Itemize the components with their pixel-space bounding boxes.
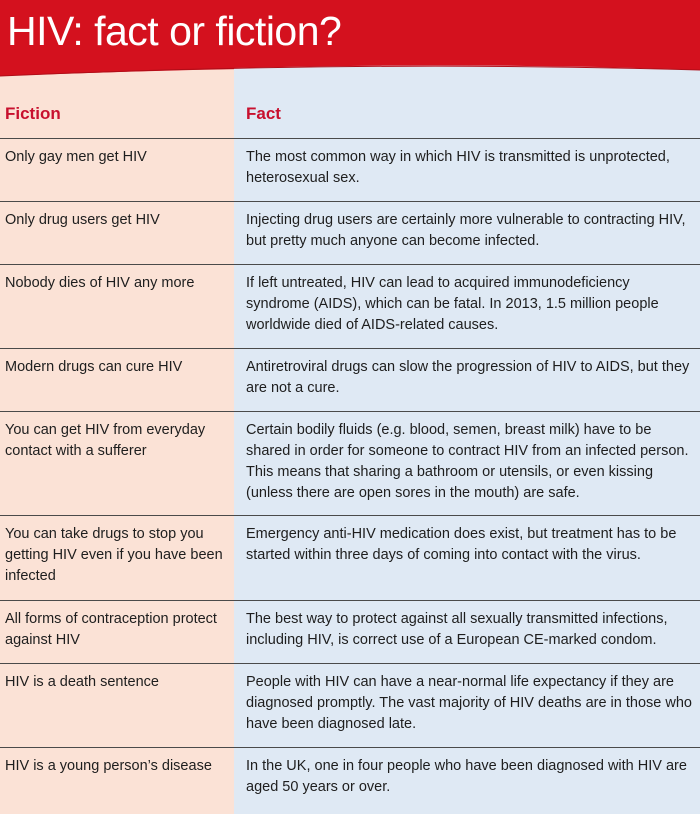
- fiction-cell: You can get HIV from everyday contact with a sufferer: [5, 422, 206, 459]
- fact-cell: In the UK, one in four people who have been diagnosed with HIV are aged 50 years or over.: [246, 758, 687, 795]
- fact-cell: People with HIV can have a near-normal life expectancy if they are diagnosed promptly. The vast majority of HIV deaths are in those who have been diagnosed late.: [246, 674, 692, 732]
- fiction-cell: All forms of contraception protect against HIV: [5, 611, 217, 648]
- fact-cell: The best way to protect against all sexually transmitted infections, including HIV, is correct use of a European CE-marked condom.: [246, 611, 668, 648]
- row-divider: [0, 138, 700, 139]
- fiction-cell: Nobody dies of HIV any more: [5, 275, 195, 291]
- fiction-cell: You can take drugs to stop you getting HIV even if you have been infected: [5, 526, 223, 584]
- row-divider: [0, 663, 700, 664]
- row-divider: [0, 600, 700, 601]
- fiction-cell: Modern drugs can cure HIV: [5, 359, 183, 375]
- fact-cell: If left untreated, HIV can lead to acquired immunodeficiency syndrome (AIDS), which can be fatal. In 2013, 1.5 million people worldwide died of AIDS-related causes.: [246, 275, 659, 333]
- fiction-cell: HIV is a young person’s disease: [5, 758, 212, 774]
- row-divider: [0, 264, 700, 265]
- row-divider: [0, 747, 700, 748]
- row-divider: [0, 348, 700, 349]
- fiction-cell: HIV is a death sentence: [5, 674, 159, 690]
- title-banner: [0, 0, 700, 92]
- page-title: HIV: fact or fiction?: [7, 8, 342, 54]
- row-divider: [0, 201, 700, 202]
- row-divider: [0, 515, 700, 516]
- fact-fiction-table: [0, 92, 700, 814]
- fact-cell: Antiretroviral drugs can slow the progression of HIV to AIDS, but they are not a cure.: [246, 359, 690, 396]
- fact-cell: Certain bodily fluids (e.g. blood, semen, breast milk) have to be shared in order for someone to contract HIV from an infected person. This means that sharing a bathroom or utensils, or even kissing (unless there are open sores in the mouth) are safe.: [246, 422, 689, 501]
- fact-cell: Emergency anti-HIV medication does exist, but treatment has to be started within three days of coming into contact with the virus.: [246, 526, 677, 563]
- fact-cell: Injecting drug users are certainly more vulnerable to contracting HIV, but pretty much anyone can become infected.: [246, 212, 686, 249]
- fiction-cell: Only drug users get HIV: [5, 212, 160, 228]
- fact-cell: The most common way in which HIV is transmitted is unprotected, heterosexual sex.: [246, 149, 670, 186]
- row-divider: [0, 411, 700, 412]
- fact-column-header: Fact: [246, 104, 281, 123]
- fiction-cell: Only gay men get HIV: [5, 149, 147, 165]
- fiction-column-header: Fiction: [5, 104, 61, 123]
